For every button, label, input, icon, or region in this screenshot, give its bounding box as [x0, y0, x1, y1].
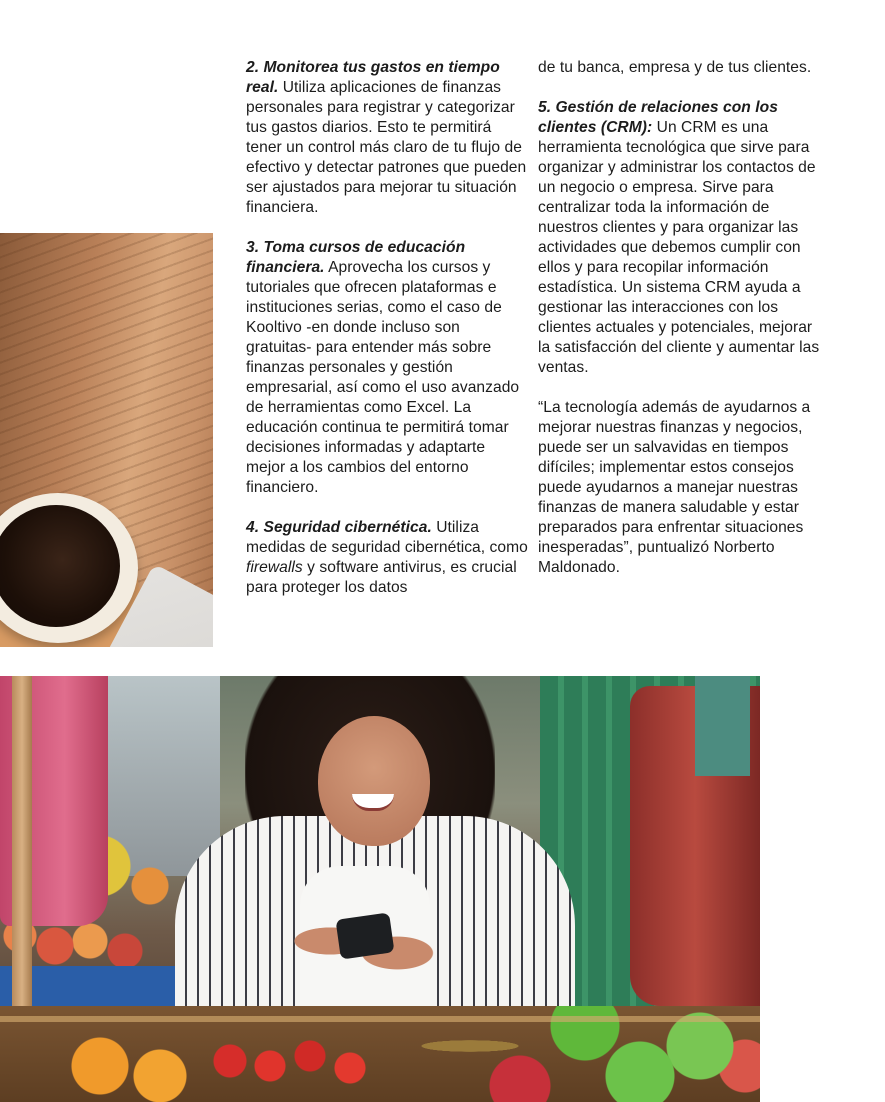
paragraph-continuation: de tu banca, empresa y de tus clientes. [538, 59, 812, 76]
text-column-left [246, 58, 528, 618]
paragraph-crm [538, 98, 828, 378]
italic-term: firewalls [246, 559, 303, 576]
text-column-right [538, 58, 828, 598]
quote-paragraph: “La tecnología además de ayudarnos a mejorar nuestras finanzas y negocios, puede ser un salvavidas en tiempos difíciles; implementar estos consejos puede ayudarnos a manejar nuestras finanzas de manera saludable y estar preparados para enfrentar situaciones inesperadas”, puntualizó Norberto Maldonado. [538, 399, 811, 576]
paragraph-cyber-security [246, 518, 528, 598]
market-woman-photo [0, 676, 760, 1102]
smartphone-icon [335, 912, 394, 959]
paragraph-body: Aprovecha los cursos y tutoriales que ofrecen plataformas e instituciones serias, como el caso de Kooltivo -en donde incluso son gratuitas- para entender más sobre finanzas personales y gestión empresarial, así como el uso avanzado de herramientas como Excel. La educación continua te permitirá tomar decisiones informadas y adaptarte mejor a los cambios del entorno financiero. [246, 259, 520, 496]
paragraph-lead: 5. Gestión de relaciones con los clientes (CRM): [538, 99, 778, 136]
woman-face [318, 716, 430, 846]
paragraph-education-courses [246, 238, 528, 498]
coffee-laptop-photo [0, 233, 213, 647]
teal-garment [695, 676, 750, 776]
crate-rim [0, 1016, 760, 1022]
paragraph-monitor-expenses [246, 58, 528, 218]
paragraph-body: Utiliza medidas de seguridad cibernética, como [246, 519, 528, 556]
paragraph-lead: 4. Seguridad cibernética. [246, 519, 432, 536]
paragraph-lead: 3. Toma cursos de educación financiera. [246, 239, 466, 276]
paragraph-body: Un CRM es una herramienta tecnológica que sirve para organizar y administrar los contactos de un negocio o empresa. Sirve para centralizar toda la información de nuestros clientes y para organizar las actividades que debemos cumplir con ellos y para recopilar información estadística. Un sistema CRM ayuda a gestionar las interacciones con los clientes actuales y potenciales, mejorar la satisfacción del cliente y aumentar las ventas. [538, 119, 820, 376]
paragraph-lead: 2. Monitorea tus gastos en tiempo real. [246, 59, 500, 96]
paragraph-body: Utiliza aplicaciones de finanzas personales para registrar y categorizar tus gastos diarios. Esto te permitirá tener un control más claro de tu flujo de efectivo y detectar patrones que pueden ser ajustados para mejorar tu situación financiera. [246, 79, 527, 216]
paragraph-body: y software antivirus, es crucial para proteger los datos [246, 559, 517, 596]
